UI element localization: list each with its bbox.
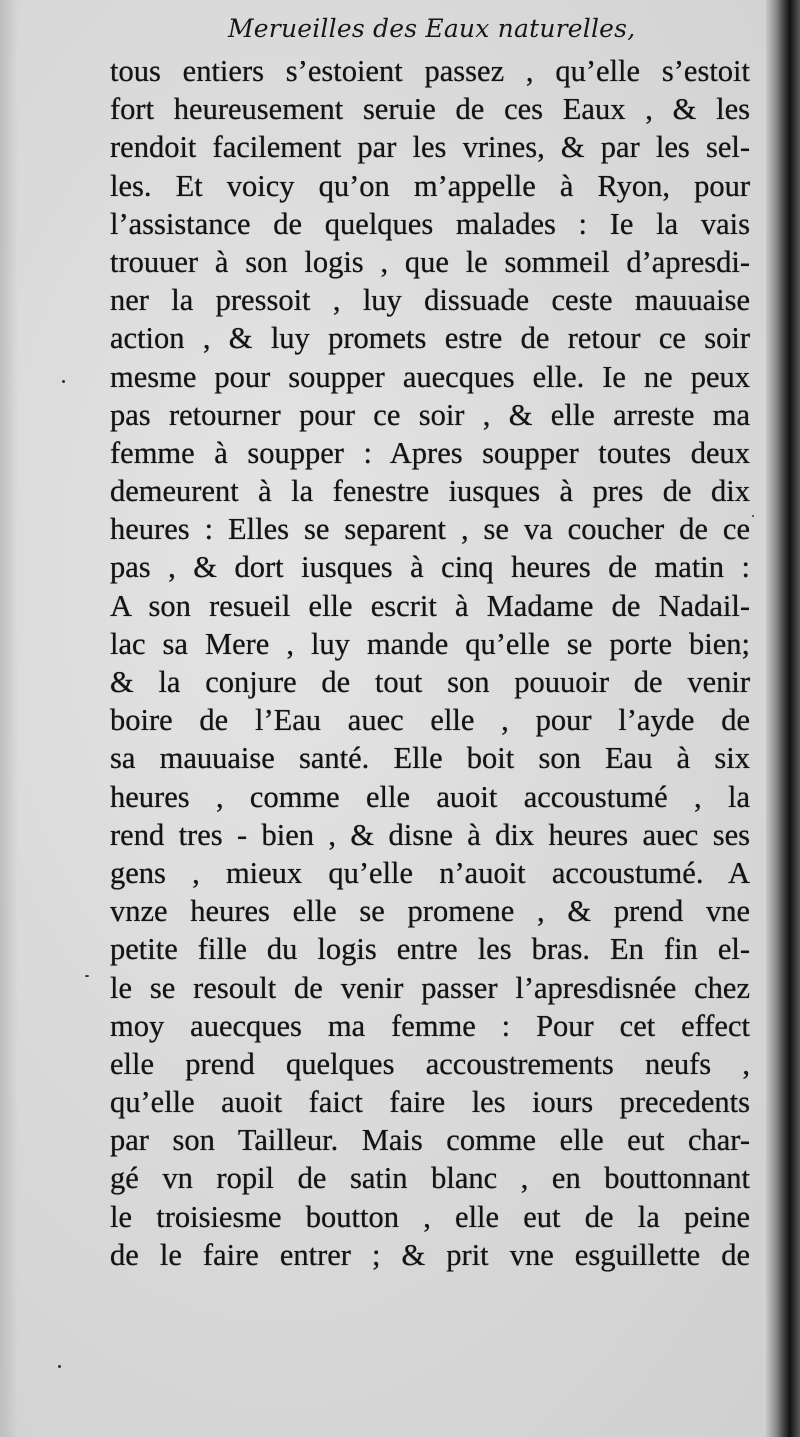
- text-line: lac sa Mere , luy mande qu’elle se porte bien;: [110, 626, 750, 661]
- text-line: heures , comme elle auoit accoustumé , la: [110, 779, 750, 814]
- text-line: tous entiers s’estoient passez , qu’elle s’estoit: [110, 54, 750, 88]
- text-line: & la conjure de tout son pouuoir de venir: [110, 665, 750, 699]
- text-line: demeurent à la fenestre iusques à pres de dix: [110, 474, 750, 509]
- text-line: fort heureusement seruie de ces Eaux , & les: [110, 92, 750, 127]
- text-line: petite fille du logis entre les bras. En fin el-: [110, 932, 750, 967]
- text-line: pas retourner pour ce soir , & elle arreste ma: [110, 397, 750, 432]
- paper-speck: [62, 380, 65, 383]
- text-line: gé vn ropil de satin blanc , en bouttonnant: [110, 1161, 750, 1196]
- text-line: boire de l’Eau auec elle , pour l’ayde de: [110, 703, 750, 738]
- text-line: ner la pressoit , luy dissuade ceste mauuaise: [110, 283, 750, 318]
- running-head: Merueilles des Eaux naturelles,: [228, 14, 636, 43]
- text-line: le troisiesme boutton , elle eut de la peine: [110, 1199, 750, 1234]
- text-line: trouuer à son logis , que le sommeil d’apresdi-: [110, 244, 750, 279]
- text-line: le se resoult de venir passer l’apresdisnée chez: [110, 970, 750, 1005]
- text-line: A son resueil elle escrit à Madame de Nadail-: [110, 588, 750, 623]
- paper-speck: [58, 1365, 61, 1368]
- text-line: femme à soupper : Apres soupper toutes deux: [110, 435, 750, 470]
- text-line: gens , mieux qu’elle n’auoit accoustumé. A: [110, 855, 750, 890]
- paper-speck: [85, 975, 89, 977]
- paper-speck: [752, 515, 754, 517]
- text-line: elle prend quelques accoustrements neufs ,: [110, 1046, 750, 1081]
- text-line: rendoit facilement par les vrines, & par les sel-: [110, 130, 750, 165]
- body-text: [110, 52, 750, 1274]
- text-line: les. Et voicy qu’on m’appelle à Ryon, pour: [110, 168, 750, 203]
- text-line: sa mauuaise santé. Elle boit son Eau à six: [110, 741, 750, 776]
- text-line: mesme pour soupper auecques elle. Ie ne peux: [110, 359, 750, 394]
- binding-gutter: [766, 0, 800, 1437]
- text-line: pas , & dort iusques à cinq heures de matin :: [110, 550, 750, 585]
- text-line: de le faire entrer ; & prit vne esguillette de: [110, 1237, 750, 1272]
- text-line: heures : Elles se separent , se va coucher de ce: [110, 512, 750, 547]
- text-line: moy auecques ma femme : Pour cet effect: [110, 1008, 750, 1043]
- page-left-edge: [0, 0, 18, 1437]
- text-line: vnze heures elle se promene , & prend vne: [110, 894, 750, 929]
- text-line: rend tres - bien , & disne à dix heures auec ses: [110, 817, 750, 852]
- text-line: action , & luy promets estre de retour ce soir: [110, 321, 750, 356]
- text-line: l’assistance de quelques malades : Ie la vais: [110, 206, 750, 241]
- text-line: par son Tailleur. Mais comme elle eut char-: [110, 1123, 750, 1158]
- text-line: qu’elle auoit faict faire les iours precedents: [110, 1085, 750, 1120]
